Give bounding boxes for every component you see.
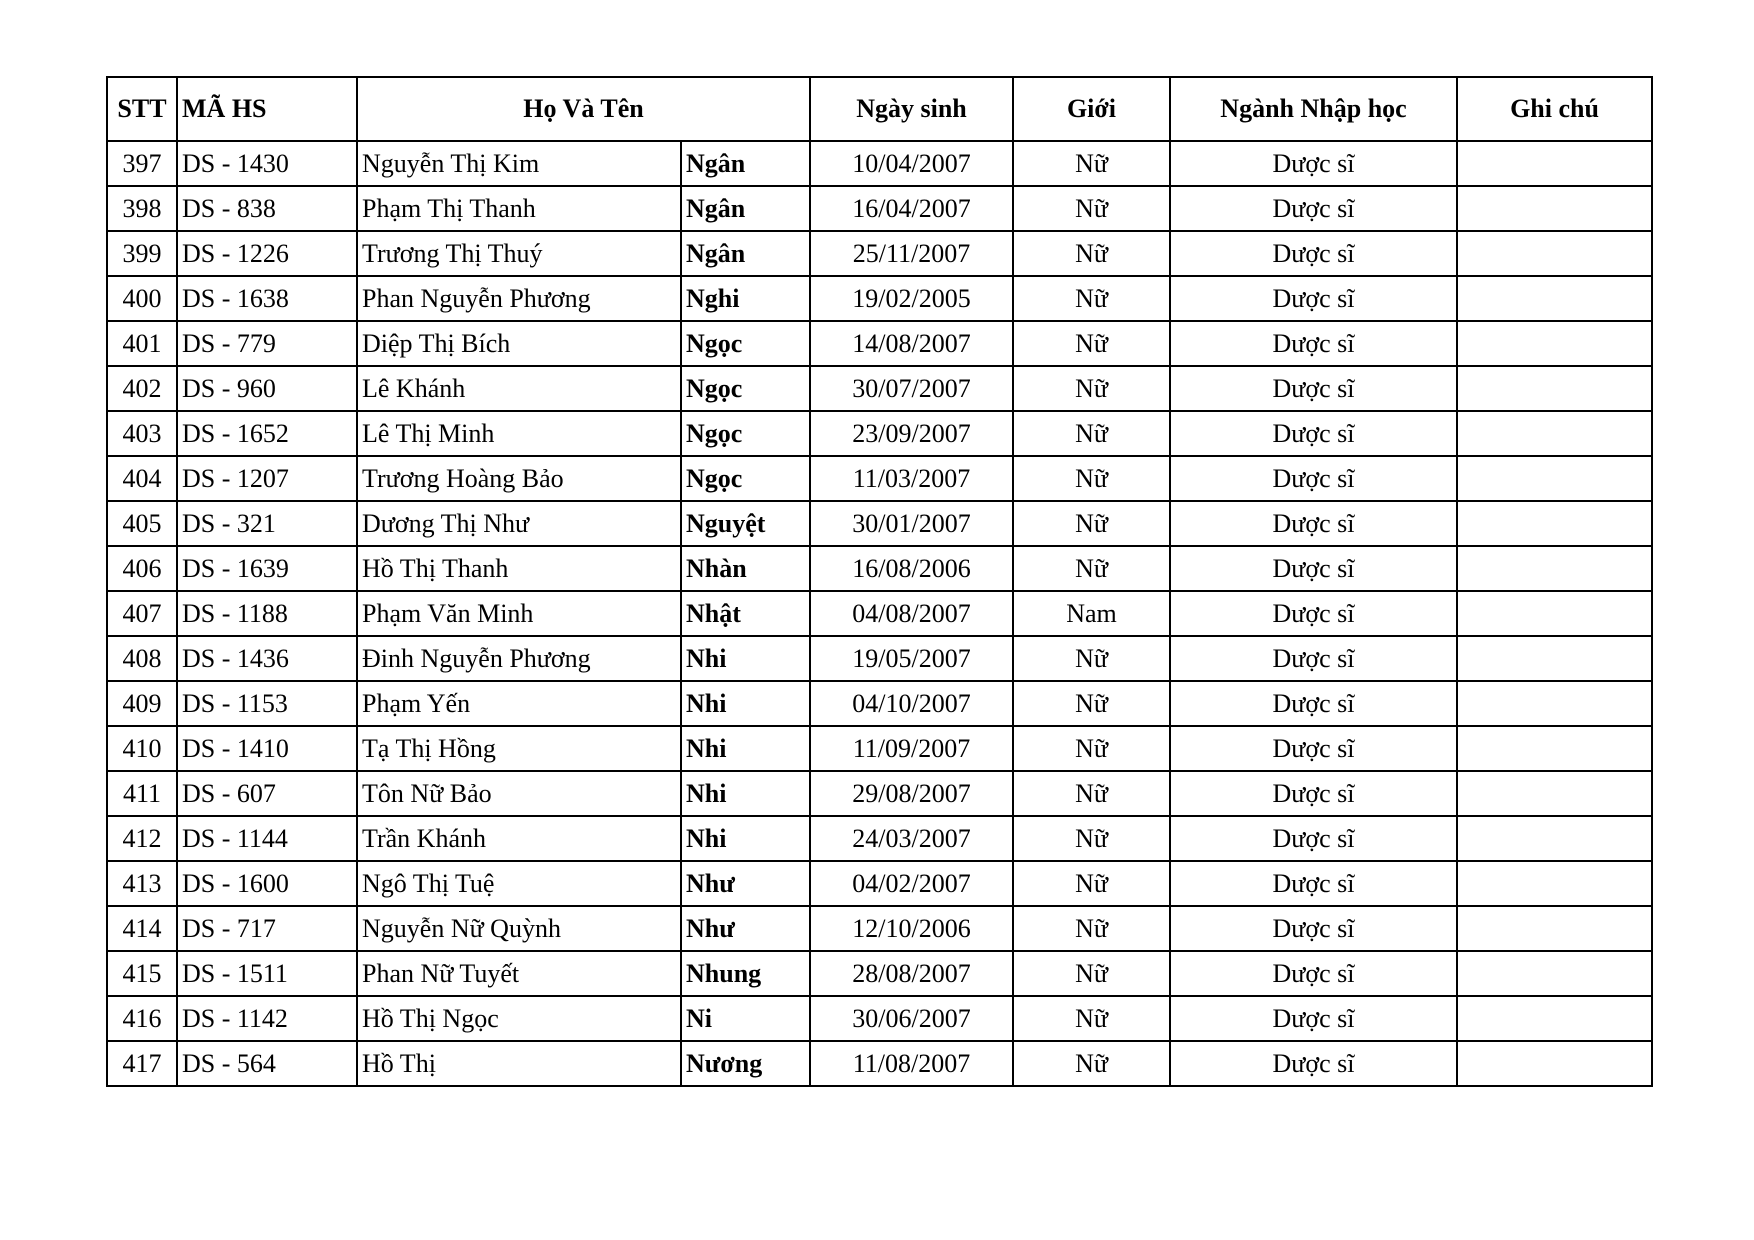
- cell-gender: Nữ: [1013, 996, 1170, 1041]
- cell-student-code: DS - 1153: [177, 681, 357, 726]
- cell-student-code: DS - 321: [177, 501, 357, 546]
- cell-notes: [1457, 906, 1652, 951]
- cell-given-name: Ngân: [681, 231, 810, 276]
- cell-notes: [1457, 861, 1652, 906]
- cell-notes: [1457, 456, 1652, 501]
- cell-student-code: DS - 564: [177, 1041, 357, 1086]
- cell-stt: 410: [107, 726, 177, 771]
- cell-date-of-birth: 11/09/2007: [810, 726, 1013, 771]
- cell-student-code: DS - 838: [177, 186, 357, 231]
- header-student-code: MÃ HS: [177, 77, 357, 141]
- cell-given-name: Ngọc: [681, 321, 810, 366]
- cell-gender: Nữ: [1013, 321, 1170, 366]
- cell-stt: 401: [107, 321, 177, 366]
- cell-enrolled-major: Dược sĩ: [1170, 411, 1457, 456]
- cell-enrolled-major: Dược sĩ: [1170, 861, 1457, 906]
- cell-given-name: Ngân: [681, 141, 810, 186]
- cell-given-name: Ngọc: [681, 456, 810, 501]
- cell-enrolled-major: Dược sĩ: [1170, 231, 1457, 276]
- cell-enrolled-major: Dược sĩ: [1170, 321, 1457, 366]
- cell-date-of-birth: 30/06/2007: [810, 996, 1013, 1041]
- cell-date-of-birth: 30/01/2007: [810, 501, 1013, 546]
- cell-stt: 402: [107, 366, 177, 411]
- cell-date-of-birth: 19/02/2005: [810, 276, 1013, 321]
- cell-surname: Phạm Yến: [357, 681, 681, 726]
- cell-surname: Trương Hoàng Bảo: [357, 456, 681, 501]
- cell-given-name: Nhi: [681, 681, 810, 726]
- cell-date-of-birth: 12/10/2006: [810, 906, 1013, 951]
- table-row: [107, 636, 1652, 681]
- cell-stt: 406: [107, 546, 177, 591]
- cell-gender: Nữ: [1013, 951, 1170, 996]
- cell-gender: Nữ: [1013, 726, 1170, 771]
- cell-given-name: Nhi: [681, 771, 810, 816]
- cell-notes: [1457, 816, 1652, 861]
- cell-date-of-birth: 25/11/2007: [810, 231, 1013, 276]
- cell-student-code: DS - 1226: [177, 231, 357, 276]
- cell-given-name: Nương: [681, 1041, 810, 1086]
- cell-gender: Nữ: [1013, 456, 1170, 501]
- cell-enrolled-major: Dược sĩ: [1170, 771, 1457, 816]
- cell-student-code: DS - 1207: [177, 456, 357, 501]
- cell-enrolled-major: Dược sĩ: [1170, 726, 1457, 771]
- cell-date-of-birth: 11/08/2007: [810, 1041, 1013, 1086]
- cell-student-code: DS - 1188: [177, 591, 357, 636]
- table-row: [107, 1041, 1652, 1086]
- header-stt: STT: [107, 77, 177, 141]
- cell-notes: [1457, 231, 1652, 276]
- cell-gender: Nữ: [1013, 861, 1170, 906]
- cell-date-of-birth: 10/04/2007: [810, 141, 1013, 186]
- cell-notes: [1457, 1041, 1652, 1086]
- cell-stt: 399: [107, 231, 177, 276]
- cell-given-name: Nhật: [681, 591, 810, 636]
- cell-stt: 400: [107, 276, 177, 321]
- table-row: [107, 501, 1652, 546]
- cell-surname: Trương Thị Thuý: [357, 231, 681, 276]
- cell-surname: Phan Nữ Tuyết: [357, 951, 681, 996]
- table-row: [107, 231, 1652, 276]
- cell-date-of-birth: 28/08/2007: [810, 951, 1013, 996]
- table-row: [107, 726, 1652, 771]
- cell-enrolled-major: Dược sĩ: [1170, 996, 1457, 1041]
- cell-notes: [1457, 681, 1652, 726]
- header-enrolled-major: Ngành Nhập học: [1170, 77, 1457, 141]
- cell-enrolled-major: Dược sĩ: [1170, 186, 1457, 231]
- cell-enrolled-major: Dược sĩ: [1170, 1041, 1457, 1086]
- table-row: [107, 951, 1652, 996]
- cell-enrolled-major: Dược sĩ: [1170, 681, 1457, 726]
- cell-notes: [1457, 636, 1652, 681]
- cell-surname: Hồ Thị: [357, 1041, 681, 1086]
- cell-surname: Diệp Thị Bích: [357, 321, 681, 366]
- cell-stt: 415: [107, 951, 177, 996]
- cell-enrolled-major: Dược sĩ: [1170, 951, 1457, 996]
- cell-stt: 403: [107, 411, 177, 456]
- cell-stt: 409: [107, 681, 177, 726]
- cell-notes: [1457, 546, 1652, 591]
- cell-date-of-birth: 04/10/2007: [810, 681, 1013, 726]
- cell-enrolled-major: Dược sĩ: [1170, 816, 1457, 861]
- table-row: [107, 321, 1652, 366]
- cell-enrolled-major: Dược sĩ: [1170, 501, 1457, 546]
- cell-given-name: Nhàn: [681, 546, 810, 591]
- cell-surname: Trần Khánh: [357, 816, 681, 861]
- cell-gender: Nữ: [1013, 141, 1170, 186]
- cell-date-of-birth: 29/08/2007: [810, 771, 1013, 816]
- cell-date-of-birth: 04/08/2007: [810, 591, 1013, 636]
- cell-notes: [1457, 186, 1652, 231]
- cell-notes: [1457, 771, 1652, 816]
- cell-notes: [1457, 321, 1652, 366]
- cell-surname: Hồ Thị Ngọc: [357, 996, 681, 1041]
- cell-given-name: Ngân: [681, 186, 810, 231]
- cell-notes: [1457, 726, 1652, 771]
- cell-stt: 413: [107, 861, 177, 906]
- cell-student-code: DS - 779: [177, 321, 357, 366]
- table-row: [107, 186, 1652, 231]
- cell-gender: Nữ: [1013, 816, 1170, 861]
- table-row: [107, 276, 1652, 321]
- cell-gender: Nữ: [1013, 681, 1170, 726]
- cell-stt: 414: [107, 906, 177, 951]
- cell-date-of-birth: 24/03/2007: [810, 816, 1013, 861]
- header-full-name: Họ Và Tên: [357, 77, 810, 141]
- table-row: [107, 411, 1652, 456]
- cell-student-code: DS - 717: [177, 906, 357, 951]
- table-row: [107, 996, 1652, 1041]
- cell-gender: Nữ: [1013, 231, 1170, 276]
- cell-student-code: DS - 1600: [177, 861, 357, 906]
- cell-given-name: Ni: [681, 996, 810, 1041]
- cell-given-name: Ngọc: [681, 366, 810, 411]
- cell-surname: Dương Thị Như: [357, 501, 681, 546]
- cell-gender: Nữ: [1013, 546, 1170, 591]
- cell-student-code: DS - 1511: [177, 951, 357, 996]
- cell-given-name: Nghi: [681, 276, 810, 321]
- cell-given-name: Như: [681, 906, 810, 951]
- cell-given-name: Nhi: [681, 726, 810, 771]
- cell-enrolled-major: Dược sĩ: [1170, 906, 1457, 951]
- cell-stt: 405: [107, 501, 177, 546]
- cell-notes: [1457, 411, 1652, 456]
- cell-date-of-birth: 19/05/2007: [810, 636, 1013, 681]
- cell-gender: Nữ: [1013, 276, 1170, 321]
- cell-student-code: DS - 1638: [177, 276, 357, 321]
- cell-stt: 408: [107, 636, 177, 681]
- cell-gender: Nam: [1013, 591, 1170, 636]
- cell-surname: Tôn Nữ Bảo: [357, 771, 681, 816]
- cell-date-of-birth: 16/04/2007: [810, 186, 1013, 231]
- table-row: [107, 771, 1652, 816]
- header-date-of-birth: Ngày sinh: [810, 77, 1013, 141]
- cell-notes: [1457, 591, 1652, 636]
- table-row: [107, 366, 1652, 411]
- cell-student-code: DS - 1144: [177, 816, 357, 861]
- cell-stt: 417: [107, 1041, 177, 1086]
- cell-given-name: Nhung: [681, 951, 810, 996]
- cell-notes: [1457, 951, 1652, 996]
- cell-surname: Hồ Thị Thanh: [357, 546, 681, 591]
- cell-enrolled-major: Dược sĩ: [1170, 276, 1457, 321]
- cell-date-of-birth: 11/03/2007: [810, 456, 1013, 501]
- header-gender: Giới: [1013, 77, 1170, 141]
- table-row: [107, 141, 1652, 186]
- cell-notes: [1457, 996, 1652, 1041]
- table-row: [107, 861, 1652, 906]
- header-notes: Ghi chú: [1457, 77, 1652, 141]
- roster-body: [107, 141, 1652, 1086]
- cell-gender: Nữ: [1013, 501, 1170, 546]
- cell-student-code: DS - 1436: [177, 636, 357, 681]
- cell-gender: Nữ: [1013, 636, 1170, 681]
- cell-notes: [1457, 366, 1652, 411]
- cell-enrolled-major: Dược sĩ: [1170, 591, 1457, 636]
- cell-stt: 407: [107, 591, 177, 636]
- cell-gender: Nữ: [1013, 186, 1170, 231]
- cell-date-of-birth: 30/07/2007: [810, 366, 1013, 411]
- cell-enrolled-major: Dược sĩ: [1170, 546, 1457, 591]
- cell-notes: [1457, 141, 1652, 186]
- cell-student-code: DS - 1142: [177, 996, 357, 1041]
- cell-date-of-birth: 04/02/2007: [810, 861, 1013, 906]
- cell-stt: 411: [107, 771, 177, 816]
- cell-surname: Lê Khánh: [357, 366, 681, 411]
- student-roster-table: [106, 76, 1653, 1087]
- table-row: [107, 816, 1652, 861]
- cell-surname: Ngô Thị Tuệ: [357, 861, 681, 906]
- cell-given-name: Như: [681, 861, 810, 906]
- cell-gender: Nữ: [1013, 411, 1170, 456]
- header-row: [107, 77, 1652, 141]
- cell-gender: Nữ: [1013, 1041, 1170, 1086]
- cell-date-of-birth: 23/09/2007: [810, 411, 1013, 456]
- table-row: [107, 681, 1652, 726]
- cell-surname: Tạ Thị Hồng: [357, 726, 681, 771]
- cell-enrolled-major: Dược sĩ: [1170, 366, 1457, 411]
- table-row: [107, 591, 1652, 636]
- cell-gender: Nữ: [1013, 771, 1170, 816]
- cell-student-code: DS - 1410: [177, 726, 357, 771]
- cell-given-name: Ngọc: [681, 411, 810, 456]
- cell-student-code: DS - 1430: [177, 141, 357, 186]
- table-row: [107, 906, 1652, 951]
- cell-student-code: DS - 1639: [177, 546, 357, 591]
- cell-given-name: Nhi: [681, 816, 810, 861]
- cell-stt: 398: [107, 186, 177, 231]
- cell-student-code: DS - 607: [177, 771, 357, 816]
- cell-enrolled-major: Dược sĩ: [1170, 141, 1457, 186]
- cell-surname: Phan Nguyễn Phương: [357, 276, 681, 321]
- cell-stt: 397: [107, 141, 177, 186]
- cell-given-name: Nhi: [681, 636, 810, 681]
- cell-date-of-birth: 16/08/2006: [810, 546, 1013, 591]
- cell-student-code: DS - 960: [177, 366, 357, 411]
- cell-stt: 412: [107, 816, 177, 861]
- cell-date-of-birth: 14/08/2007: [810, 321, 1013, 366]
- table-row: [107, 546, 1652, 591]
- cell-gender: Nữ: [1013, 366, 1170, 411]
- cell-enrolled-major: Dược sĩ: [1170, 636, 1457, 681]
- cell-notes: [1457, 501, 1652, 546]
- cell-surname: Đinh Nguyễn Phương: [357, 636, 681, 681]
- cell-surname: Lê Thị Minh: [357, 411, 681, 456]
- cell-student-code: DS - 1652: [177, 411, 357, 456]
- cell-given-name: Nguyệt: [681, 501, 810, 546]
- cell-surname: Nguyễn Thị Kim: [357, 141, 681, 186]
- table-row: [107, 456, 1652, 501]
- cell-gender: Nữ: [1013, 906, 1170, 951]
- cell-enrolled-major: Dược sĩ: [1170, 456, 1457, 501]
- cell-stt: 404: [107, 456, 177, 501]
- cell-surname: Nguyễn Nữ Quỳnh: [357, 906, 681, 951]
- cell-stt: 416: [107, 996, 177, 1041]
- cell-surname: Phạm Thị Thanh: [357, 186, 681, 231]
- cell-notes: [1457, 276, 1652, 321]
- cell-surname: Phạm Văn Minh: [357, 591, 681, 636]
